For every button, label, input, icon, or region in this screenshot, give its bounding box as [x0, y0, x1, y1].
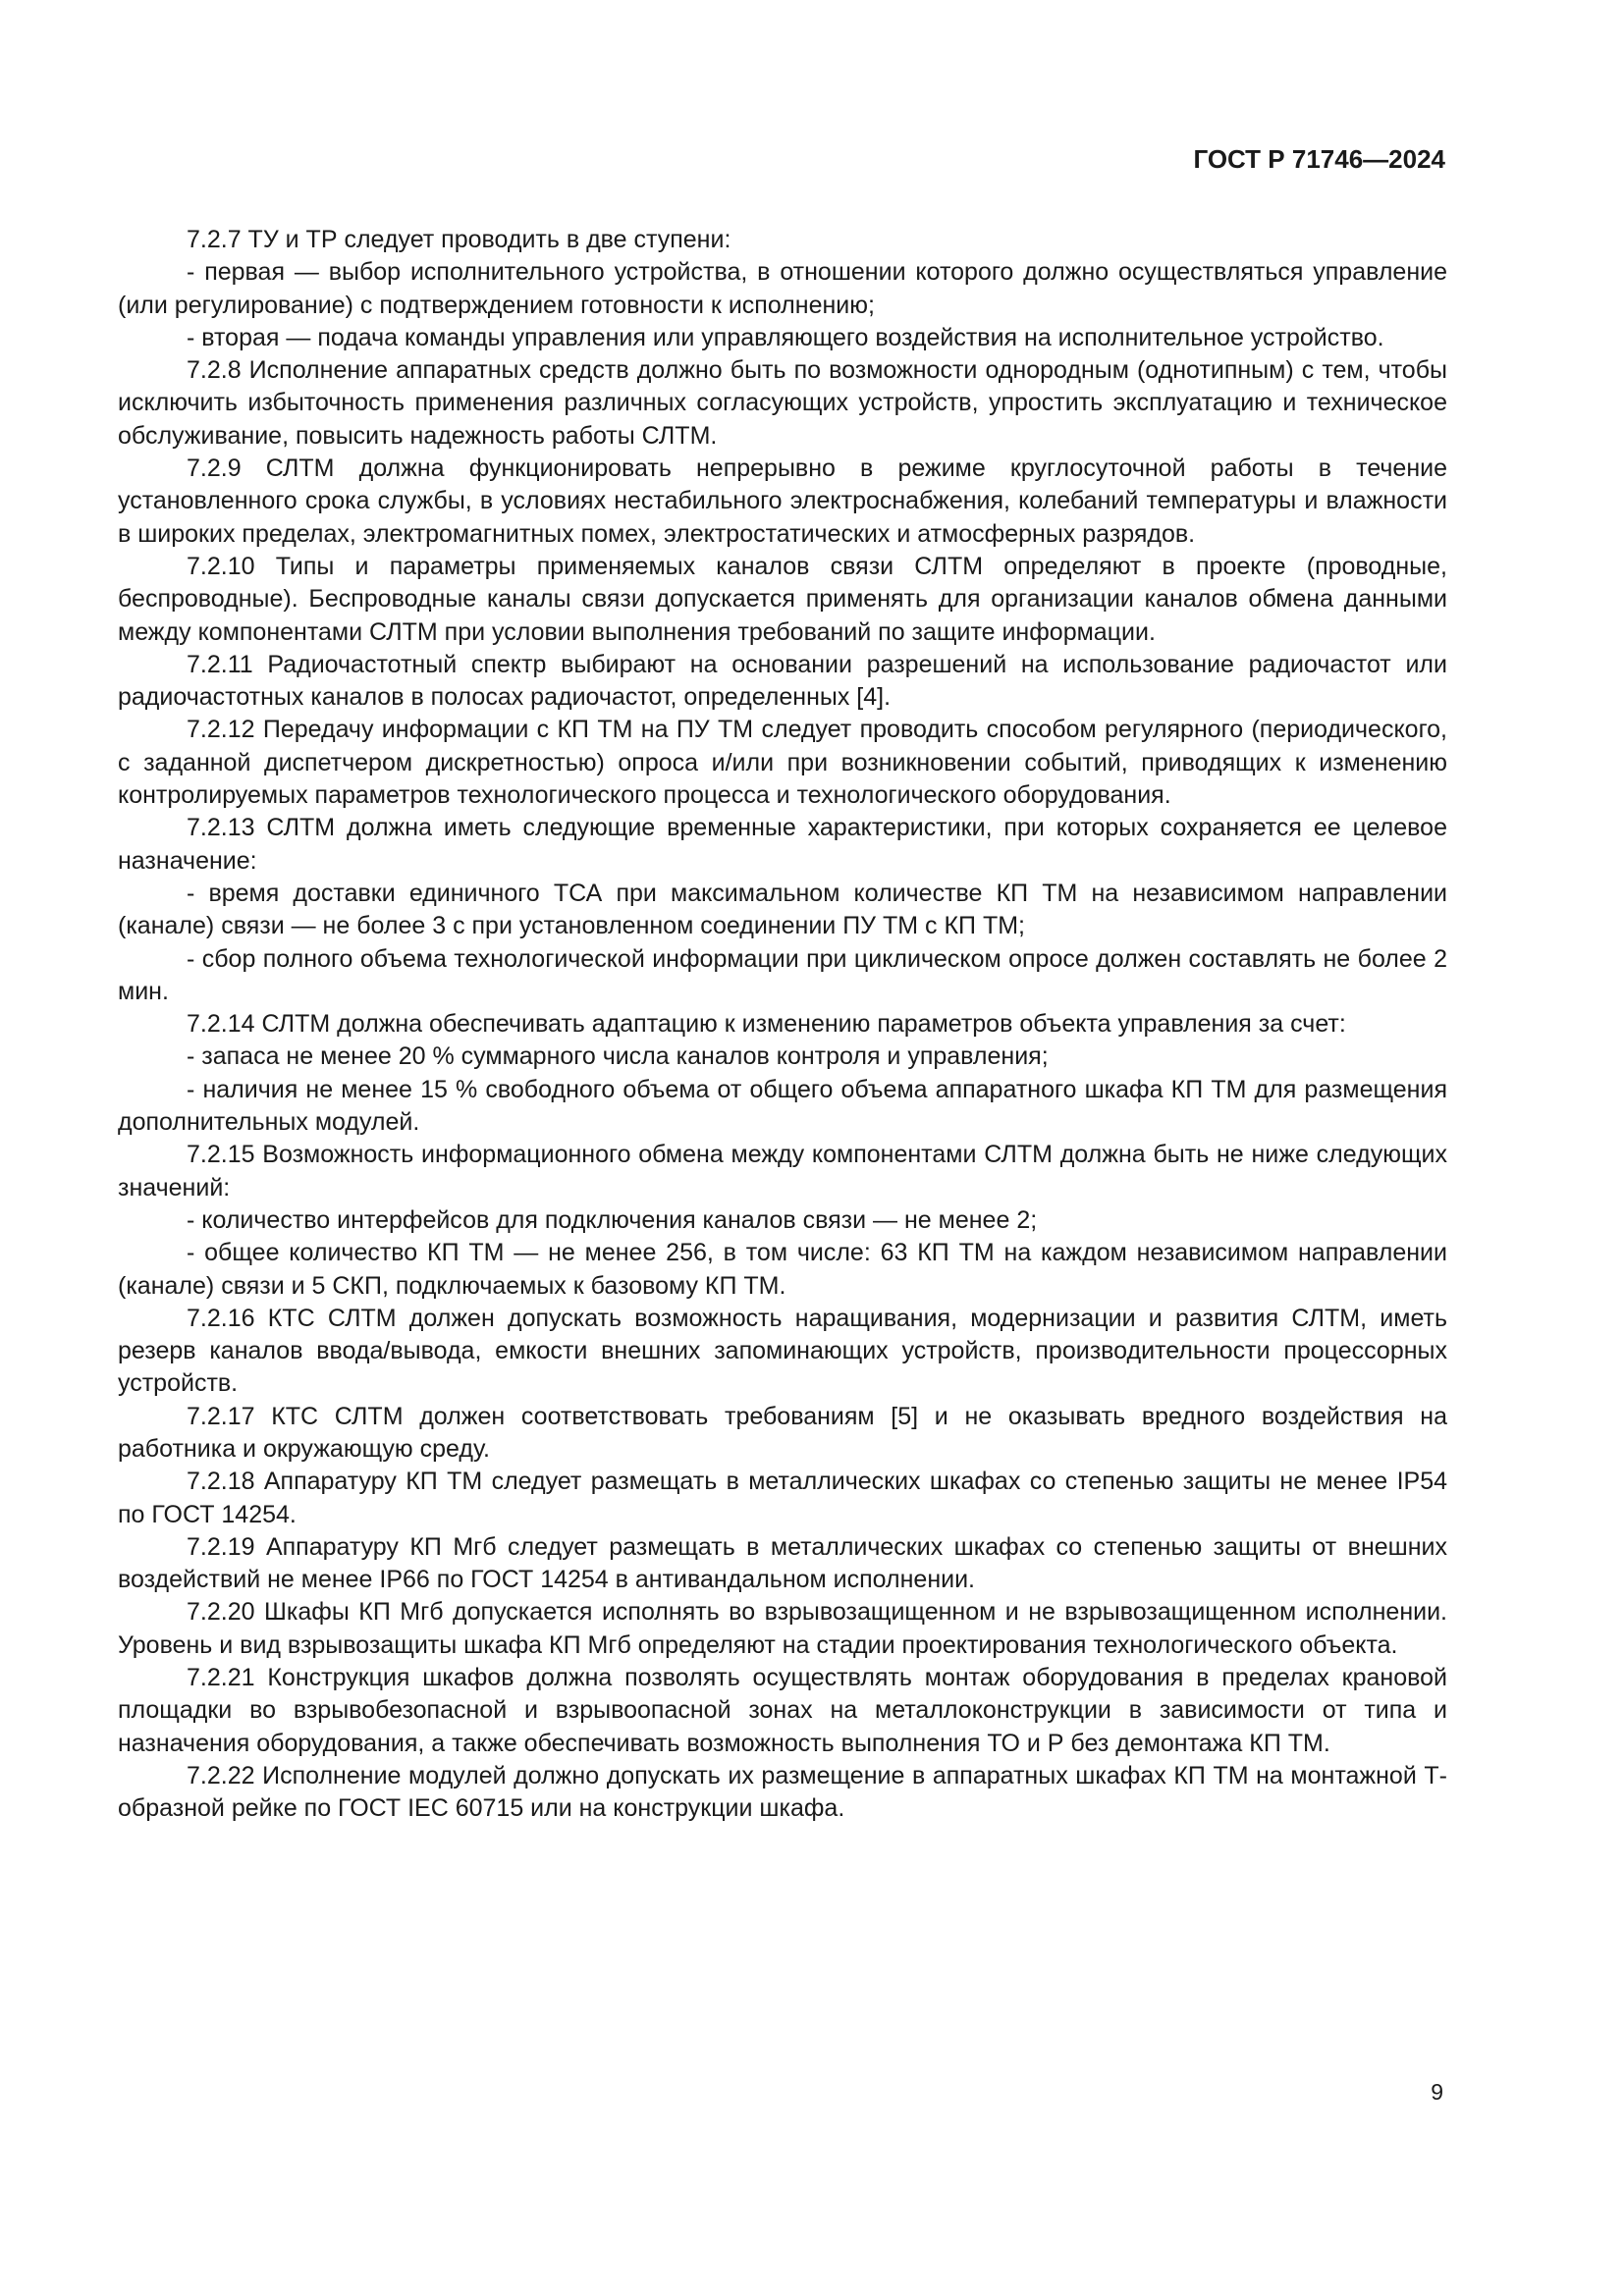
paragraph: - первая — выбор исполнительного устройства, в отношении которого должно осуществляться управление (или регулирование) с подтверждением готовности к исполнению;: [118, 258, 1447, 319]
paragraph: - количество интерфейсов для подключения каналов связи — не менее 2;: [187, 1205, 1038, 1234]
paragraph: 7.2.22 Исполнение модулей должно допускать их размещение в аппаратных шкафах КП ТМ на монтажной Т-образной рейке по ГОСТ IEC 60715 или на конструкции шкафа.: [118, 1761, 1447, 1823]
paragraph: 7.2.18 Аппаратуру КП ТМ следует размещать в металлических шкафах со степенью защиты не менее IP54 по ГОСТ 14254.: [118, 1468, 1447, 1528]
paragraph: 7.2.21 Конструкция шкафов должна позволять осуществлять монтаж оборудования в пределах крановой площадки во взрывобезопасной и взрывоопасной зонах на металлоконструкции в зависимости от типа и назначения оборудования, а также обеспечивать возможность выполнения ТО и Р без демонтажа КП ТМ.: [118, 1664, 1447, 1757]
paragraph: 7.2.12 Передачу информации с КП ТМ на ПУ ТМ следует проводить способом регулярного (периодического, с заданной диспетчером дискретностью) опроса и/или при возникновении событий, приводящих к изменению контролируемых параметров технологического процесса и технологического оборудования.: [118, 716, 1447, 810]
paragraph: 7.2.17 КТС СЛТМ должен соответствовать требованиям [5] и не оказывать вредного воздействия на работника и окружающую среду.: [118, 1402, 1447, 1463]
page-number: 9: [1431, 2079, 1443, 2105]
paragraph: 7.2.14 СЛТМ должна обеспечивать адаптацию к изменению параметров объекта управления за счет:: [187, 1010, 1346, 1039]
paragraph: - вторая — подача команды управления или управляющего воздействия на исполнительное устройство.: [187, 323, 1384, 351]
paragraph: 7.2.10 Типы и параметры применяемых каналов связи СЛТМ определяют в проекте (проводные, беспроводные). Беспроводные каналы связи допускается применять для организации каналов обмена данными между компонентами СЛТМ при условии выполнения требований по защите информации.: [118, 552, 1447, 646]
paragraph: - сбор полного объема технологической информации при циклическом опросе должен составлять не более 2 мин.: [118, 944, 1447, 1005]
paragraph: 7.2.11 Радиочастотный спектр выбирают на основании разрешений на использование радиочастот или радиочастотных каналов в полосах радиочастот, определенных [4].: [118, 650, 1447, 712]
paragraph: 7.2.20 Шкафы КП Мгб допускается исполнять во взрывозащищенном и не взрывозащищенном исполнении. Уровень и вид взрывозащиты шкафа КП Мгб определяют на стадии проектирования технологического объекта.: [118, 1598, 1447, 1659]
paragraph: - время доставки единичного ТСА при максимальном количестве КП ТМ на независимом направлении (канале) связи — не более 3 с при установленном соединении ПУ ТМ с КП ТМ;: [118, 879, 1447, 940]
paragraph: 7.2.19 Аппаратуру КП Мгб следует размещать в металлических шкафах со степенью защиты от внешних воздействий не менее IP66 по ГОСТ 14254 в антивандальном исполнении.: [118, 1532, 1447, 1594]
document-header: ГОСТ Р 71746—2024: [1193, 144, 1445, 174]
paragraph: 7.2.13 СЛТМ должна иметь следующие временные характеристики, при которых сохраняется ее целевое назначение:: [118, 814, 1447, 875]
paragraph: - наличия не менее 15 % свободного объема от общего объема аппаратного шкафа КП ТМ для размещения дополнительных модулей.: [118, 1075, 1447, 1137]
document-body: [118, 224, 1447, 1826]
paragraph: - общее количество КП ТМ — не менее 256, в том числе: 63 КП ТМ на каждом независимом направлении (канале) связи и 5 СКП, подключаемых к базовому КП ТМ.: [118, 1239, 1447, 1300]
paragraph: 7.2.7 ТУ и ТР следует проводить в две ступени:: [187, 226, 731, 253]
paragraph: 7.2.16 КТС СЛТМ должен допускать возможность наращивания, модернизации и развития СЛТМ, иметь резерв каналов ввода/вывода, емкости внешних запоминающих устройств, производительности процессорных устройств.: [118, 1304, 1447, 1398]
paragraph: 7.2.15 Возможность информационного обмена между компонентами СЛТМ должна быть не ниже следующих значений:: [118, 1141, 1447, 1201]
paragraph: - запаса не менее 20 % суммарного числа каналов контроля и управления;: [187, 1042, 1049, 1071]
paragraph: 7.2.9 СЛТМ должна функционировать непрерывно в режиме круглосуточной работы в течение установленного срока службы, в условиях нестабильного электроснабжения, колебаний температуры и влажности в широких пределах, электромагнитных помех, электростатических и атмосферных разрядов.: [118, 454, 1447, 548]
paragraph: 7.2.8 Исполнение аппаратных средств должно быть по возможности однородным (однотипным) с тем, чтобы исключить избыточность применения различных согласующих устройств, упростить эксплуатацию и техническое обслуживание, повысить надежность работы СЛТМ.: [118, 356, 1447, 450]
